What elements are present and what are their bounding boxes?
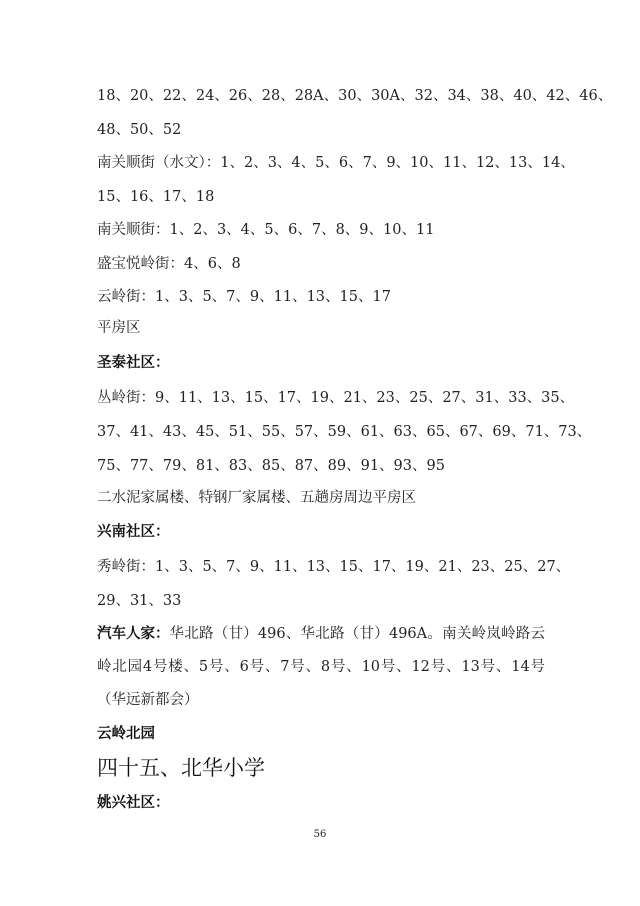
section-heading: 云岭北园 (97, 726, 155, 742)
page-number: 56 (313, 829, 327, 840)
text-line: 南关顺街（水文）：1、2、3、4、5、6、7、9、10、11、12、13、14、 (97, 155, 575, 171)
section-heading: 姚兴社区： (97, 795, 170, 811)
text-line: （华远新都会） (97, 692, 199, 708)
inline-heading: 汽车人家： (97, 626, 170, 642)
text-line: 丛岭街：9、11、13、15、17、19、21、23、25、27、31、33、35、 (97, 390, 575, 406)
text-line: 云岭街：1、3、5、7、9、11、13、15、17 (97, 289, 391, 305)
text-line: 二水泥家属楼、特钢厂家属楼、五趟房周边平房区 (97, 490, 416, 506)
text-line (97, 623, 545, 645)
text-line: 37、41、43、45、51、55、57、59、61、63、65、67、69、71、73、 (97, 424, 592, 440)
chapter-heading: 四十五、北华小学 (97, 756, 265, 780)
text-line: 75、77、79、81、83、85、87、89、91、93、95 (97, 458, 445, 474)
text-line: 48、50、52 (97, 122, 182, 138)
text-line: 盛宝悦岭街：4、6、8 (97, 256, 241, 272)
text-line: 岭北园4号楼、5号、6号、7号、8号、10号、12号、13号、14号 (97, 659, 545, 675)
section-heading: 圣泰社区： (97, 355, 170, 371)
section-heading: 兴南社区： (97, 524, 170, 540)
inline-text: 华北路（甘）496、华北路（甘）496A。南关岭岚岭路云 (169, 626, 545, 642)
text-line: 南关顺街：1、2、3、4、5、6、7、8、9、10、11 (97, 222, 435, 238)
text-line: 18、20、22、24、26、28、28A、30、30A、32、34、38、40、42、46、 (97, 88, 613, 104)
text-line: 秀岭街：1、3、5、7、9、11、13、15、17、19、21、23、25、27、 (97, 559, 571, 575)
text-line: 29、31、33 (97, 593, 182, 609)
text-line: 平房区 (97, 320, 141, 336)
text-line: 15、16、17、18 (97, 189, 215, 205)
